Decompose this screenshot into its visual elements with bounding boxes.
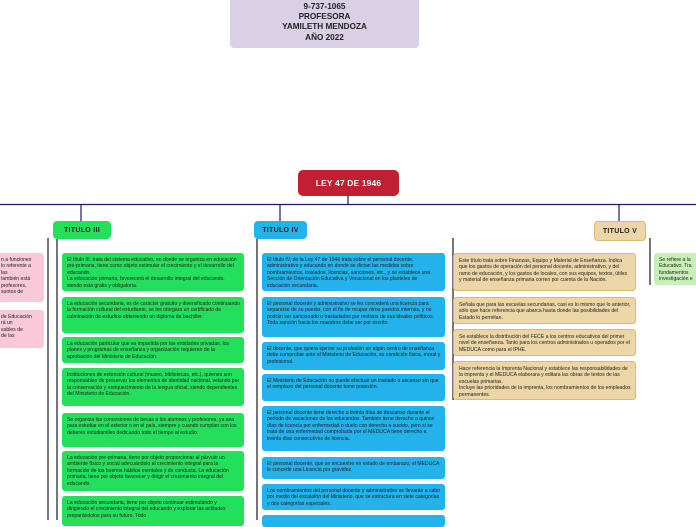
header-line-role: PROFESORA: [298, 12, 351, 22]
root-node[interactable]: LEY 47 DE 1946: [298, 170, 399, 196]
titulo-iii-card-6[interactable]: La educación pre-primaria, tiene por objeto proporcionar al párvulo un ambiente físico y social adecuándolo al crecimiento integral para la formación de los buenos hábitos mentales y de conducta. La educación primaria, tiene por objeto favorecer y dirigir el crecimiento integral del educando.: [62, 451, 244, 491]
title-node-iii[interactable]: TITULO III: [53, 221, 111, 239]
header-line-year: AÑO 2022: [305, 32, 344, 42]
titulo-v-card-3[interactable]: Se establece la distribución del FECE a los centros educativos del primer nivel de enseñanza. Tanto para los centros administrados u operados por el MEDUCA como para el IPHE.: [453, 329, 636, 356]
titulo-iv-card-7[interactable]: Los nombramientos del personal docente y administrativo se llevarán a cabo por medio del escalafón del Ministerio, que se estructura en siete categorías y dos categorías especiales.: [262, 484, 445, 510]
left-partial-card-1[interactable]: n a funciones lo referente a las también está profesores, suntos de: [0, 253, 44, 302]
titulo-iii-card-2[interactable]: La educación secundaria, es de carácter gratuito y diversificado continuando la formación cultural del estudiante, se les otorgara un certificado de culminación de estudios obteniendo un diploma de bachiller.: [62, 297, 244, 333]
titulo-iii-card-5[interactable]: Se organiza las concesiones de becas a los alumnos y profesores, ya sea para estudiar en el exterior o en el país, siempre y cuando cumplan con los deberes estudiantiles dedicando todo el tiempo al estudio.: [62, 413, 244, 447]
titulo-iv-card-1[interactable]: El título IV, de la Ley 47 de 1946 trata sobre el personal docente, administrativo y educando en donde se dictan las medidas sobre nombramientos, traslados, licencias, sanciones, etc., y se establece una Sección de Orientación Educativa y Vocacional en los planteles de educación secundaria.: [262, 253, 445, 291]
titulo-v-card-1[interactable]: Este título trata sobre Finanzas, Equipo y Material de Enseñanza. Indica que los gastos de operación del personal docente, administrativo, y del ramo de educación, y los gastos de locales, con sus equipos, textos, útiles y material de enseñanza primaria corren por cuenta de la Nación.: [453, 253, 636, 291]
titulo-iv-card-4[interactable]: El Ministerio de Educación no puede efectuar un traslado o ascenso sin que el remplazo del personal docente tome posesión.: [262, 374, 445, 401]
header-line-id: 9-737-1065: [303, 2, 346, 11]
right-partial-card[interactable]: Se refiere a la Educativo. Tra fundamentos investigación e: [654, 253, 696, 285]
titulo-iv-card-5[interactable]: El personal docente tiene derecho a treinta días de descanso durante el periodo de vacaciones de los educandos. También tiene derecho a quince días de licencia por enfermedad o duelo con derecho a sueldo, pero si se trata de una enfermedad comprobada por el MEDUCA tiene derecho a treinta días consecutivos de licencia.: [262, 406, 445, 451]
titulo-iii-card-1[interactable]: El título III, trata del sistema educativo, en donde se organiza en educación pre-primaria, tiene como objeto estimular el crecimiento y el desarrollo del educando. La educación primaria, favorecerá el desarrollo integral del educando, siendo esta gratis y obligatoria.: [62, 253, 244, 291]
titulo-iv-card-6[interactable]: El personal docente, que se encuentre en estado de embarazo, el MEDUCA le concede una Licencia por gravidez.: [262, 457, 445, 479]
header-line-name: YAMILETH MENDOZA: [282, 22, 367, 32]
titulo-iii-card-3[interactable]: La educación particular que es impartida por las entidades privadas, los planes y programas de enseñanza y organización requieren de la aprobación del Ministerio de Educación.: [62, 337, 244, 363]
titulo-v-card-4[interactable]: Hace referencia la Imprenta Nacional y establece las responsabilidades de la imprenta y el MEDUCA elaborara y editara las obras de textos de las escuelas primarias. Incluye las prioridades de la imprenta, los nombramientos de los empleados permanentes.: [453, 361, 636, 400]
titulo-iv-card-8[interactable]: [262, 515, 445, 527]
titulo-iv-card-3[interactable]: El docente, que quiera ejercer su profesión en algún centro de enseñanza debe comprobar ante el Ministerio de Educación, su condición física, moral y profesional.: [262, 342, 445, 370]
left-partial-card-2[interactable]: de Educación rá un sables de de las: [0, 310, 44, 348]
title-node-v[interactable]: TITULO V: [594, 221, 646, 241]
title-node-iv[interactable]: TITULO IV: [254, 221, 307, 239]
titulo-iii-card-7[interactable]: La educación secundaria, tiene por objeto continuar estimulando y dirigiendo el crecimiento integral del educando y explorar las actitudes preparándolos para su futuro. Todo: [62, 496, 244, 526]
titulo-iv-card-2[interactable]: El personal docente y administrativo se les concederá una licencia para separarse de su puesto, con el fin de ocupar otros puestos internos, y no podrán ser sancionado o trasladados por motivos de sus ideales políticos. Toda sanción hacia los maestros debe ser por escrito.: [262, 297, 445, 337]
titulo-iii-card-4[interactable]: Instituciones de extensión cultural (museo, bibliotecas, etc.), quienes son responsables de preservar los elementos de identidad nacional, velando por la conservación y enriquecimiento de la lengua oficial, siendo dependientes del Ministerio de Educación.: [62, 368, 244, 406]
titulo-v-card-2[interactable]: Señala que para las escuelas secundarias, casi es lo mismo que lo anterior, sólo que hace referencia que abarca hasta donde las posibilidades del Estado lo permitan.: [453, 297, 636, 324]
author-header: [230, 0, 419, 48]
